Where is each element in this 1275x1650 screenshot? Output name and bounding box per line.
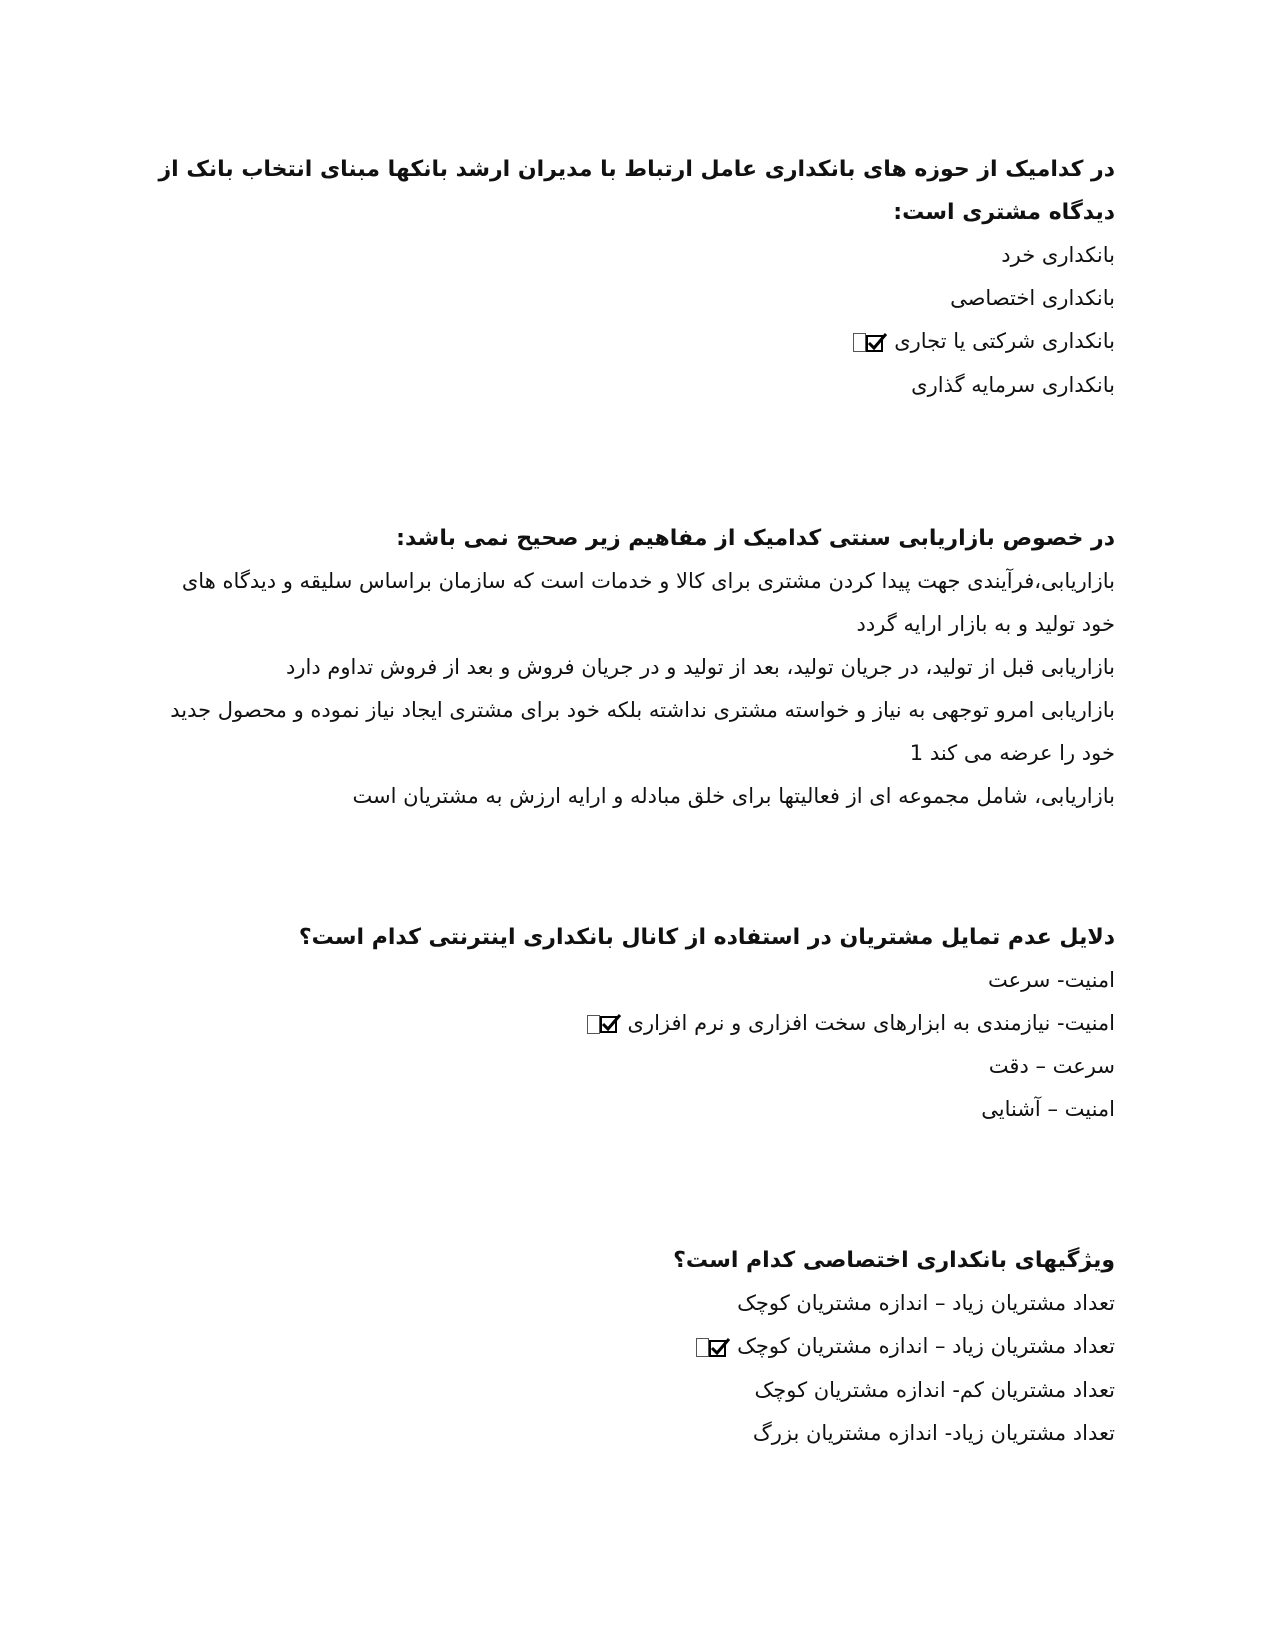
option [155, 234, 1115, 277]
option-text: بانکداری شرکتی یا تجاری [894, 329, 1115, 353]
checked-box-icon [600, 1014, 622, 1034]
option-correct [155, 320, 1115, 364]
check-mark [584, 1002, 622, 1045]
option-text: امنیت- نیازمندی به ابزارهای سخت افزاری و نرم افزاری [627, 1010, 1115, 1035]
question-title: در کدامیک از حوزه های بانکداری عامل ارتباط با مدیران ارشد بانکها مبنای انتخاب بانک از دیدگاه مشتری است: [158, 157, 1115, 225]
option-text: بازاریابی امرو توجهی به نیاز و خواسته مشتری نداشته بلکه خود برای مشتری ایجاد نیاز نموده و محصول جدید خود را عرضه می کند 1 [170, 697, 1115, 765]
option-text: بازاریابی قبل از تولید، در جریان تولید، بعد از تولید و در جریان فروش و بعد از فروش تداوم دارد [286, 654, 1115, 679]
option-text: امنیت – آشنایی [981, 1097, 1115, 1121]
option-text: تعداد مشتریان کم- اندازه مشتریان کوچک [754, 1377, 1115, 1402]
option [155, 1282, 1115, 1325]
question-title: در خصوص بازاریابی سنتی کدامیک از مفاهیم زیر صحیح نمی باشد: [396, 525, 1115, 551]
option [155, 1088, 1115, 1131]
question-title: ویژگیهای بانکداری اختصاصی کدام است؟ [673, 1248, 1115, 1273]
question-3 [155, 916, 1115, 1132]
question-2 [155, 517, 1115, 818]
question-4 [155, 1239, 1115, 1455]
empty-box-icon [696, 1338, 709, 1357]
checked-box-icon [709, 1338, 731, 1358]
option-correct [155, 1325, 1115, 1369]
option-text: تعداد مشتریان زیاد – اندازه مشتریان کوچک [737, 1291, 1115, 1315]
option [155, 560, 1115, 646]
option [155, 1412, 1115, 1455]
option [155, 775, 1115, 818]
option [155, 689, 1115, 775]
option-text: بانکداری خرد [1001, 243, 1115, 267]
option [155, 959, 1115, 1002]
option [155, 646, 1115, 689]
check-mark [693, 1326, 731, 1369]
option-text: بازاریابی،فرآیندی جهت پیدا کردن مشتری برای کالا و خدمات است که سازمان براساس سلیقه و دیدگاه های خود تولید و به بازار ارایه گردد [181, 568, 1115, 636]
option-text: بانکداری اختصاصی [950, 286, 1115, 310]
option-text: سرعت – دقت [988, 1054, 1115, 1078]
empty-box-icon [587, 1015, 600, 1034]
option [155, 364, 1115, 407]
option-correct [155, 1002, 1115, 1046]
option [155, 277, 1115, 320]
option-text: بازاریابی، شامل مجموعه ای از فعالیتها برای خلق مبادله و ارایه ارزش به مشتریان است [352, 783, 1115, 808]
check-mark [850, 321, 888, 364]
checked-box-icon [866, 333, 888, 353]
option-text: امنیت- سرعت [988, 967, 1115, 992]
document-page [155, 148, 1115, 1455]
question-1 [155, 148, 1115, 407]
option [155, 1045, 1115, 1088]
option-text: تعداد مشتریان زیاد – اندازه مشتریان کوچک [737, 1334, 1115, 1358]
option [155, 1369, 1115, 1412]
empty-box-icon [853, 333, 866, 352]
option-text: بانکداری سرمایه گذاری [911, 372, 1115, 397]
option-text: تعداد مشتریان زیاد- اندازه مشتریان بزرگ [752, 1420, 1115, 1445]
question-title: دلایل عدم تمایل مشتریان در استفاده از کانال بانکداری اینترنتی کدام است؟ [298, 924, 1115, 950]
